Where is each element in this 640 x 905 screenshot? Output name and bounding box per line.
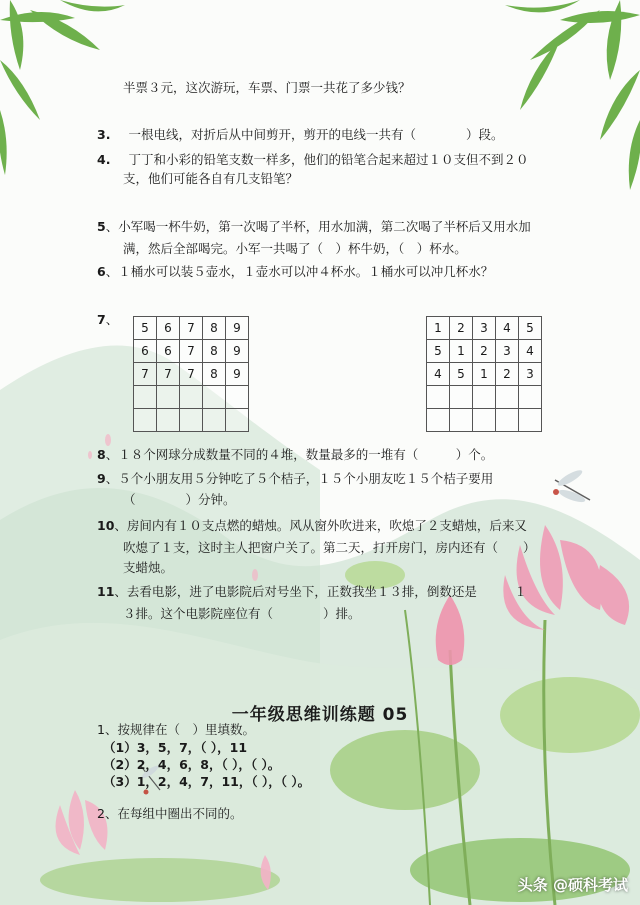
grid-row: [134, 363, 249, 386]
grid-cell: [473, 409, 496, 432]
grid-cell: 3: [496, 340, 519, 363]
grid-cell: 2: [450, 317, 473, 340]
grid-cell: 1: [427, 317, 450, 340]
lotus-leaf-4: [40, 858, 280, 902]
grid-cell: 7: [134, 363, 157, 386]
question-text: 、去看电影，进了电影院后对号坐下，正数我坐１３排，倒数还是 １: [114, 584, 527, 599]
question-text: 、１桶水可以装５壶水，１壶水可以冲４杯水。１桶水可以冲几杯水？: [105, 264, 494, 279]
question-number: 6: [97, 264, 106, 279]
question-9: [97, 471, 493, 487]
grid-cell: [519, 386, 542, 409]
grid-cell: [450, 386, 473, 409]
grid-cell: 9: [226, 363, 249, 386]
grid-cell: 7: [180, 340, 203, 363]
grid-row: [134, 317, 249, 340]
number-grid-left: [133, 316, 249, 432]
question-text: 、５个小朋友用５分钟吃了５个桔子，１５个小朋友吃１５个桔子要用: [105, 471, 494, 486]
grid-cell: [203, 386, 226, 409]
grid-cell: 2: [473, 340, 496, 363]
grid-cell: [157, 409, 180, 432]
grid-row: [134, 409, 249, 432]
question-5: [97, 219, 531, 235]
question-4: [97, 152, 528, 168]
question-number: 11: [97, 584, 115, 599]
grid-cell: 6: [157, 340, 180, 363]
grid-cell: 3: [473, 317, 496, 340]
watermark: 头条 @硕科考试: [517, 876, 628, 894]
dragonfly-icon: [553, 468, 590, 505]
question-text: 、１８个网球分成数量不同的４堆，数量最多的一堆有（ ）个。: [105, 447, 494, 462]
question-10: [97, 518, 527, 534]
grid-cell: 1: [450, 340, 473, 363]
question-11: [97, 584, 527, 600]
grid-cell: 4: [496, 317, 519, 340]
grid-cell: 8: [203, 363, 226, 386]
question-number: 3.: [97, 127, 111, 142]
question-11-line-2: ３排。这个电影院座位有（ ）排。: [123, 606, 361, 621]
grid-cell: 3: [519, 363, 542, 386]
grid-cell: 8: [203, 317, 226, 340]
question-5-line-2: 满，然后全部喝完。小军一共喝了（ ）杯牛奶，（ ）杯水。: [123, 241, 467, 256]
grid-cell: [134, 386, 157, 409]
section-q1-heading: 1、按规律在（ ）里填数。: [97, 722, 255, 737]
grid-cell: 7: [180, 363, 203, 386]
question-text: 、: [105, 312, 119, 327]
grid-cell: [180, 409, 203, 432]
question-10-line-2: 吹熄了１支，这时主人把窗户关了。第二天，打开房门，房内还有（ ）: [123, 540, 536, 555]
grid-cell: 7: [157, 363, 180, 386]
grid-row: [427, 386, 542, 409]
question-2-continuation: 半票３元，这次游玩，车票、门票一共花了多少钱？: [123, 80, 411, 95]
grid-cell: [496, 386, 519, 409]
grid-row: [427, 340, 542, 363]
grid-cell: 7: [180, 317, 203, 340]
question-number: 9: [97, 471, 106, 486]
grid-cell: 5: [427, 340, 450, 363]
question-number: 8: [97, 447, 106, 462]
grid-cell: 4: [519, 340, 542, 363]
grid-cell: [134, 409, 157, 432]
grid-row: [427, 363, 542, 386]
grid-row: [134, 340, 249, 363]
grid-cell: [226, 409, 249, 432]
grid-cell: [427, 409, 450, 432]
grid-cell: [180, 386, 203, 409]
section-q1-item-1: （1）3，5，7，（ ），11: [103, 740, 248, 755]
question-text: 、房间内有１０支点燃的蜡烛。风从窗外吹进来，吹熄了２支蜡烛，后来又: [114, 518, 527, 533]
grid-cell: [473, 386, 496, 409]
section-q1-item-2: （2）2，4，6，8，（ ），（ ）。: [103, 757, 281, 772]
grid-row: [134, 386, 249, 409]
question-3: [97, 127, 503, 143]
grid-cell: 6: [134, 340, 157, 363]
question-text: 丁丁和小彩的铅笔支数一样多，他们的铅笔合起来超过１０支但不到２０: [128, 152, 529, 167]
grid-cell: 5: [519, 317, 542, 340]
grid-cell: 9: [226, 340, 249, 363]
grid-cell: [427, 386, 450, 409]
question-6: [97, 264, 493, 280]
grid-cell: 1: [473, 363, 496, 386]
question-4-line-2: 支，他们可能各自有几支铅笔？: [123, 171, 299, 186]
grid-row: [427, 409, 542, 432]
grid-cell: [450, 409, 473, 432]
grid-cell: 2: [496, 363, 519, 386]
question-10-line-3: 支蜡烛。: [123, 560, 174, 575]
grid-cell: 8: [203, 340, 226, 363]
section-title: 一年级思维训练题 05: [231, 705, 409, 725]
question-7: [97, 312, 118, 328]
grid-cell: 9: [226, 317, 249, 340]
question-8: [97, 447, 493, 463]
section-q2-heading: 2、在每组中圈出不同的。: [97, 806, 243, 821]
section-q1-item-3: （3）1，2，4，7，11，（ ），（ ）。: [103, 774, 311, 789]
question-number: 5: [97, 219, 106, 234]
grid-cell: [203, 409, 226, 432]
grid-cell: [496, 409, 519, 432]
grid-cell: [157, 386, 180, 409]
question-number: 7: [97, 312, 106, 327]
question-number: 10: [97, 518, 115, 533]
number-grid-right: [426, 316, 542, 432]
question-text: 一根电线，对折后从中间剪开，剪开的电线一共有（ ）段。: [128, 127, 504, 142]
grid-cell: [226, 386, 249, 409]
grid-cell: 5: [450, 363, 473, 386]
question-text: 、小军喝一杯牛奶，第一次喝了半杯，用水加满，第二次喝了半杯后又用水加: [105, 219, 531, 234]
grid-row: [427, 317, 542, 340]
grid-cell: 4: [427, 363, 450, 386]
question-9-line-2: （ ）分钟。: [123, 492, 236, 507]
grid-cell: 5: [134, 317, 157, 340]
grid-cell: 6: [157, 317, 180, 340]
bamboo-left: [0, 0, 125, 175]
grid-cell: [519, 409, 542, 432]
question-number: 4.: [97, 152, 111, 167]
